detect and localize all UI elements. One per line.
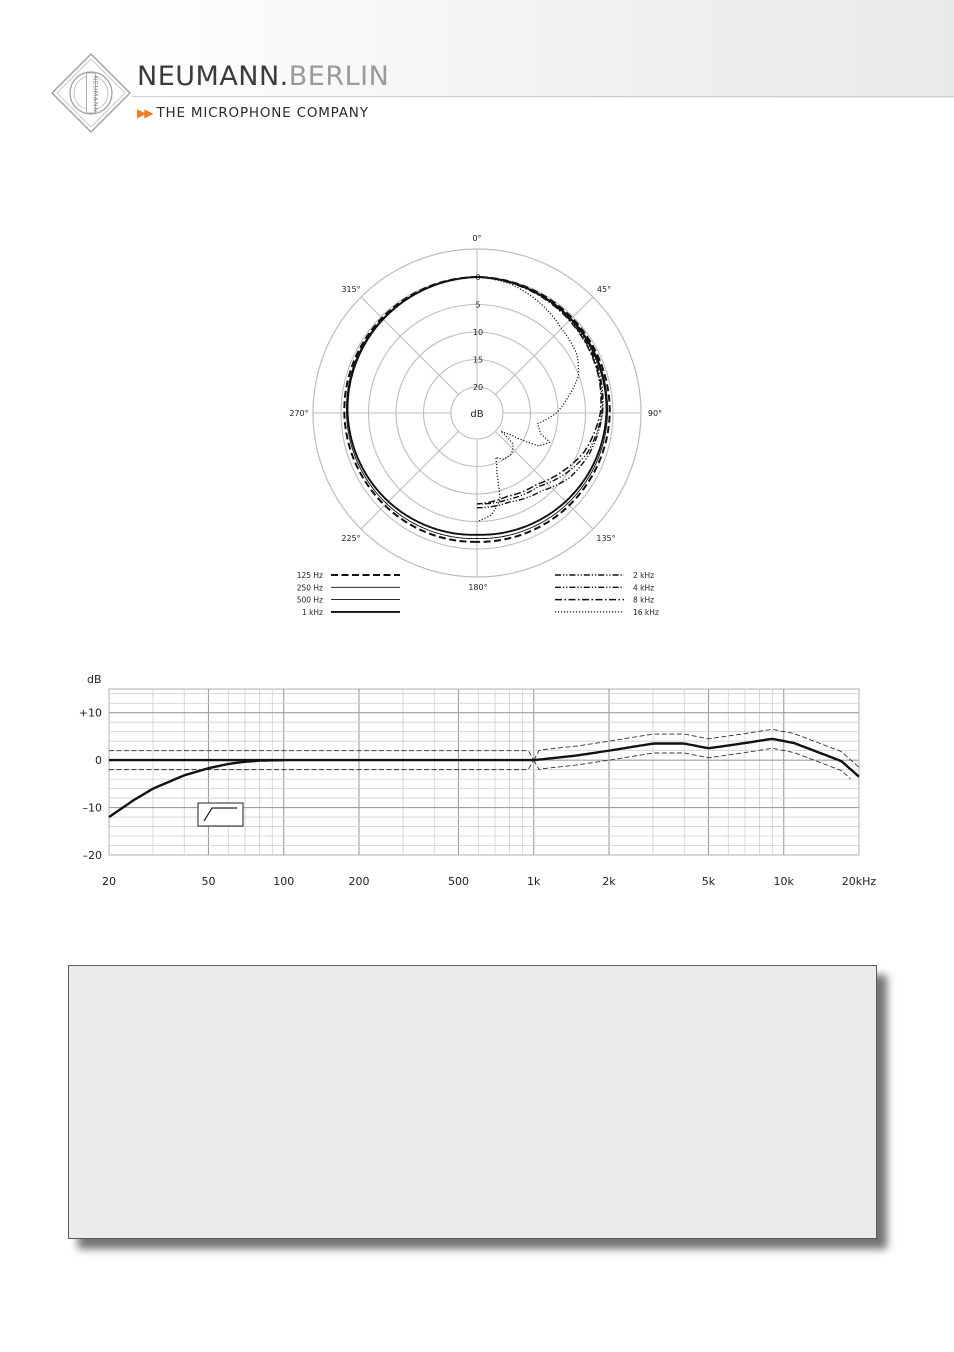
polar-pattern-chart: [289, 234, 662, 617]
freq-y-tick-label: 0: [95, 754, 102, 768]
legend-label: 125 Hz: [296, 571, 323, 580]
emblem-lettering: NEUMANN: [91, 75, 100, 113]
polar-spoke: [495, 431, 593, 529]
polar-series-curve: [477, 277, 603, 508]
freq-y-tick-label: +10: [78, 706, 102, 720]
tagline-text: THE MICROPHONE COMPANY: [156, 105, 369, 121]
freq-y-tick-label: –20: [82, 849, 102, 862]
brand-name-primary: NEUMANN.: [137, 61, 289, 92]
polar-radial-tick: 15: [472, 355, 484, 365]
freq-x-tick-label: 20kHz: [841, 875, 877, 888]
double-arrow-icon: ▶▶: [137, 106, 152, 120]
polar-spoke: [495, 297, 593, 395]
polar-spoke: [361, 431, 459, 529]
legend-label: 250 Hz: [296, 583, 323, 593]
freq-x-tick-label: 1k: [527, 875, 541, 888]
frequency-response-chart: [79, 673, 877, 888]
polar-angle-label: 315°: [341, 285, 361, 294]
polar-center-label: dB: [470, 409, 484, 420]
legend-label: 8 kHz: [633, 595, 655, 605]
freq-x-tick-label: 500: [447, 875, 469, 888]
high-pass-icon-frame: [198, 803, 243, 826]
info-panel: [68, 965, 877, 1239]
polar-angle-label: 90°: [647, 409, 663, 418]
polar-angle-label: 270°: [289, 409, 309, 418]
polar-angle-label: 135°: [596, 534, 616, 543]
polar-angle-label: 225°: [341, 534, 361, 543]
high-pass-filter-icon: [198, 803, 243, 826]
polar-angle-label: 180°: [468, 583, 488, 592]
freq-x-tick-label: 50: [201, 875, 216, 888]
freq-x-tick-label: 100: [273, 875, 295, 888]
freq-x-tick-label: 5k: [701, 875, 716, 888]
freq-x-tick-label: 20: [102, 875, 116, 888]
freq-y-axis-label: dB: [87, 673, 102, 686]
polar-radial-tick: 20: [472, 383, 484, 392]
polar-radial-tick: 5: [475, 300, 481, 310]
legend-label: 2 kHz: [633, 571, 655, 580]
legend-label: 4 kHz: [633, 583, 655, 593]
freq-plot-area: [109, 689, 859, 855]
freq-x-tick-label: 2k: [602, 875, 616, 888]
freq-x-tick-label: 10k: [773, 875, 794, 888]
freq-y-tick-label: –10: [82, 801, 102, 815]
polar-spoke: [361, 297, 459, 395]
polar-angle-label: 0°: [472, 234, 482, 243]
legend-label: 500 Hz: [296, 595, 323, 605]
legend-label: 1 kHz: [301, 607, 323, 617]
polar-angle-label: 45°: [596, 285, 612, 294]
freq-x-tick-label: 200: [348, 875, 370, 888]
brand-name-secondary: BERLIN: [288, 61, 390, 92]
polar-radial-tick: 0: [475, 273, 481, 282]
polar-series-curve: [477, 277, 601, 504]
legend-label: 16 kHz: [633, 607, 659, 617]
polar-radial-tick: 10: [472, 328, 484, 337]
